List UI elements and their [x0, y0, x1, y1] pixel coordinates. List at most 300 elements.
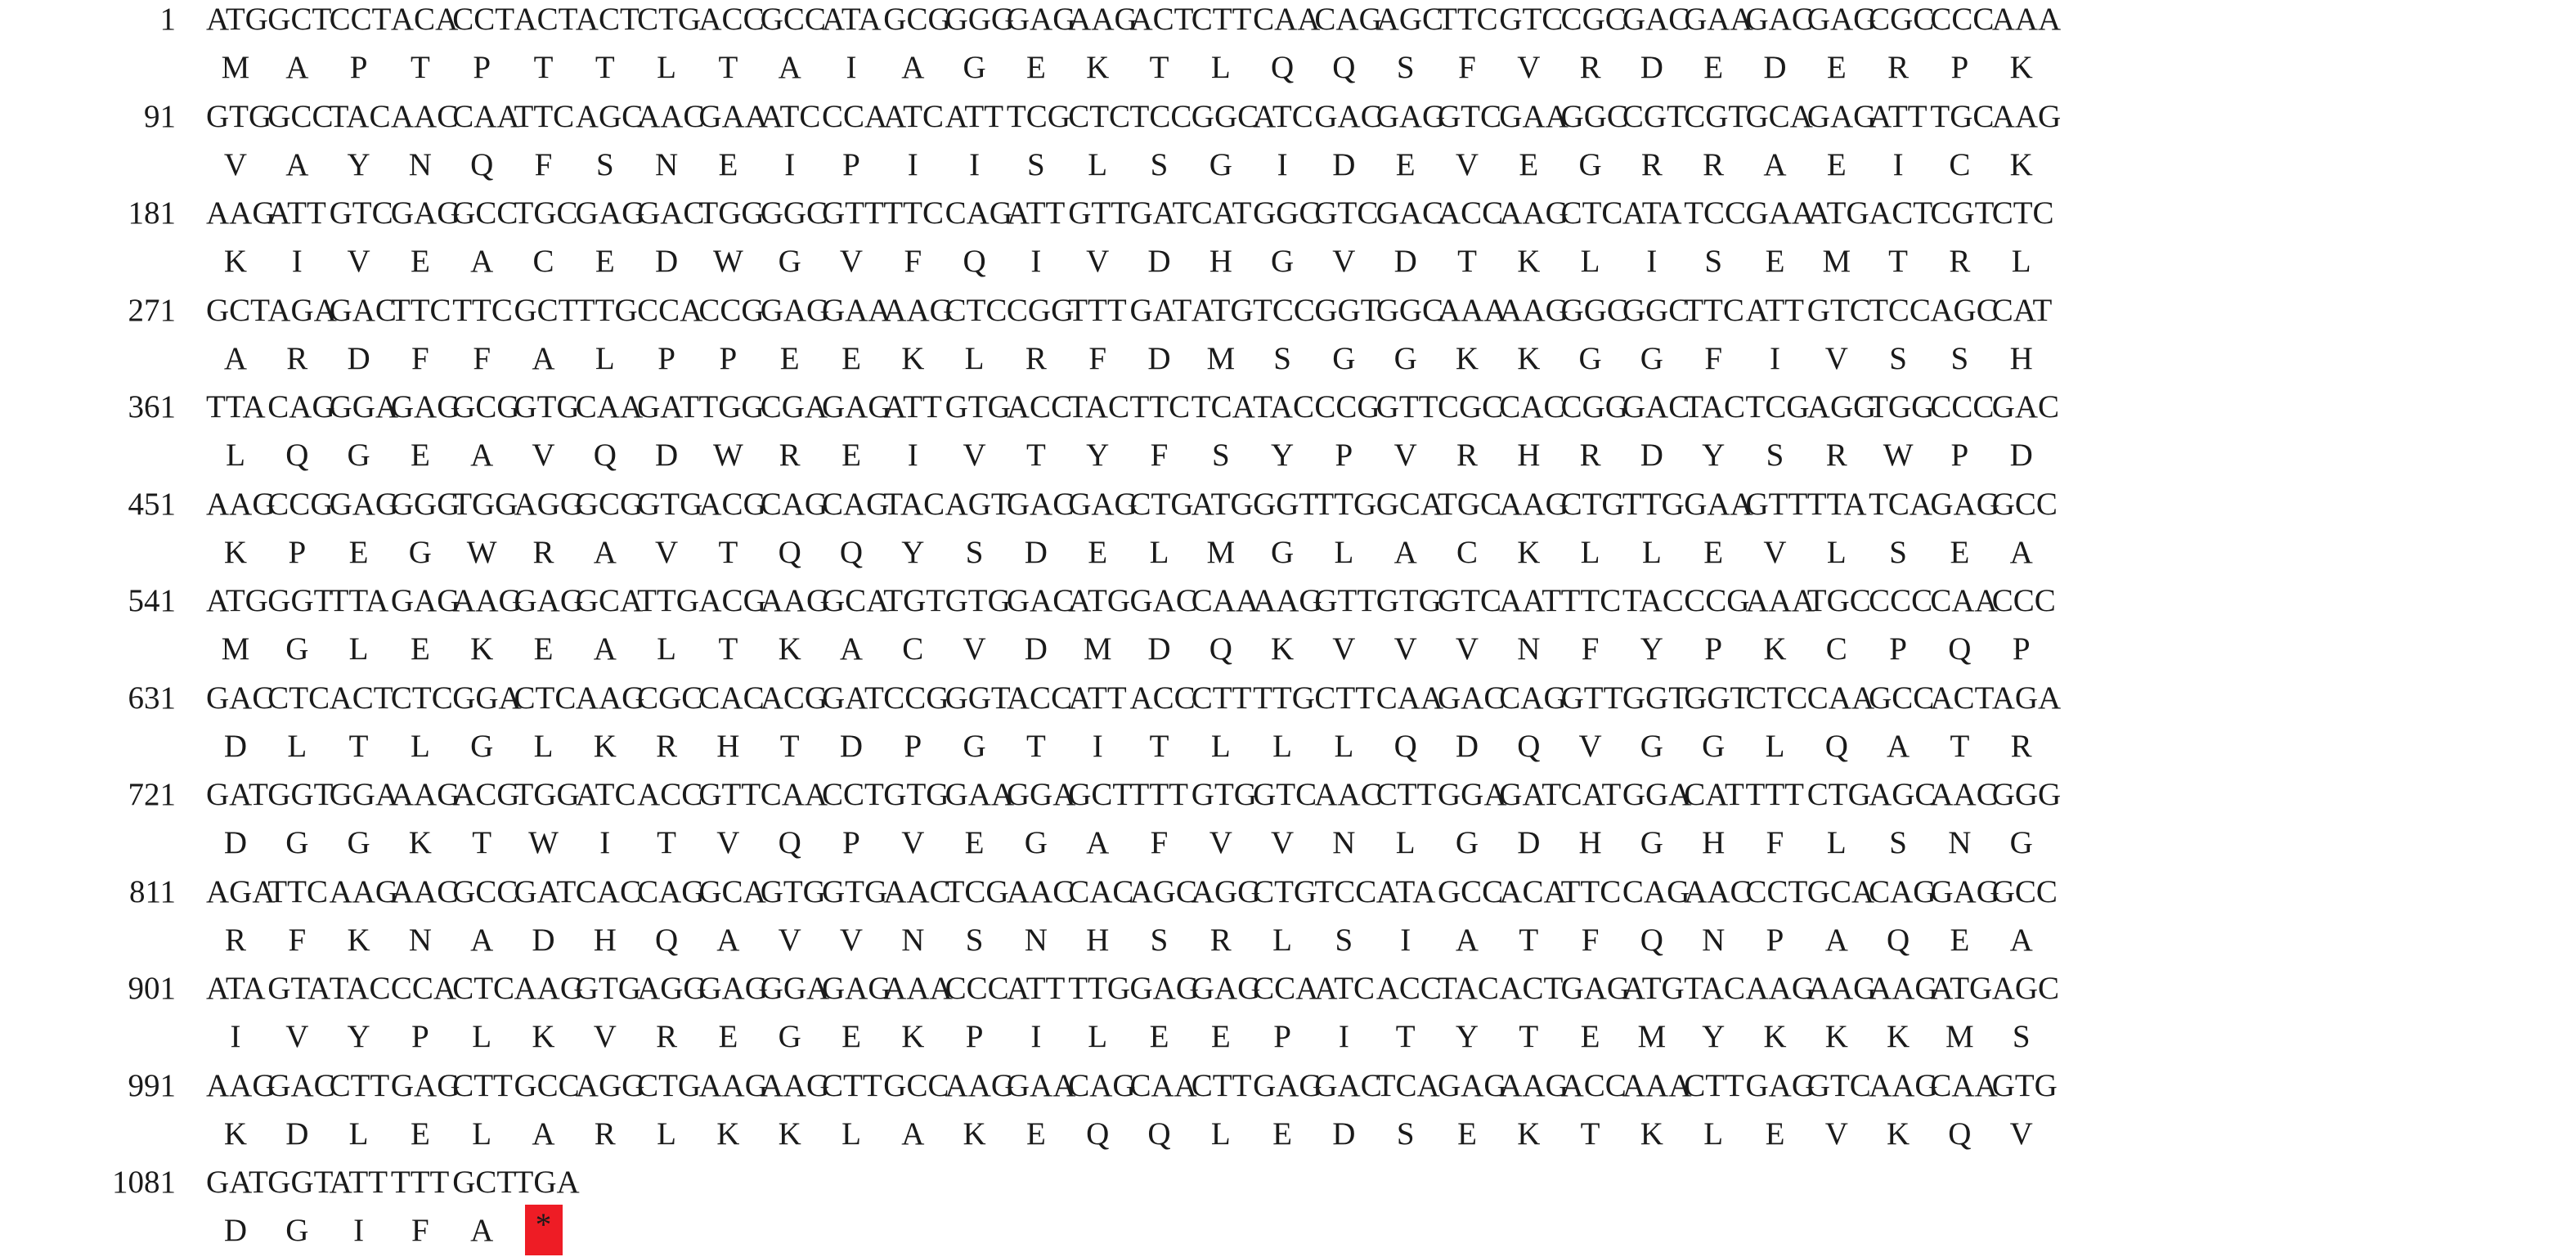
amino-acid: Q [963, 244, 986, 279]
amino-acid: E [1149, 1019, 1169, 1054]
amino-acid: T [595, 50, 615, 85]
amino-acid: T [1519, 922, 1539, 958]
amino-acid: V [655, 534, 679, 570]
codon: AGC [1991, 971, 2060, 1006]
amino-acid: T [533, 50, 554, 85]
codon: CAG [1068, 1067, 1136, 1103]
amino-acid: G [1578, 340, 1602, 376]
codon: CAG [267, 389, 335, 424]
amino-acid: L [1765, 728, 1785, 764]
codon: TCC [1314, 873, 1377, 909]
codon: GAT [514, 873, 577, 909]
amino-acid: A [470, 922, 494, 958]
codon: CTT [329, 1067, 390, 1103]
codon: GAG [1930, 486, 1999, 522]
amino-acid: H [1702, 825, 1726, 860]
amino-acid: E [1210, 1019, 1231, 1054]
codon: GCA [1376, 486, 1444, 522]
amino-acid: V [716, 825, 740, 860]
codon: TGT [883, 583, 946, 618]
amino-acid: I [846, 50, 857, 85]
codon: TTC [390, 292, 451, 328]
codon: CAC [575, 873, 641, 909]
amino-acid: E [1826, 50, 1847, 85]
amino-acid: A [1455, 922, 1479, 958]
codon: ATC [1314, 971, 1376, 1006]
codon: CCG [1314, 389, 1380, 424]
codon: GCC [1869, 680, 1935, 716]
amino-acid: K [347, 922, 370, 958]
codon: ACC [1560, 1067, 1627, 1103]
amino-acid: T [410, 50, 430, 85]
amino-acid: K [1763, 631, 1787, 667]
amino-acid: K [223, 534, 248, 570]
codon: ATT [1006, 195, 1066, 231]
amino-acid: A [532, 340, 555, 376]
amino-acid: M [1083, 631, 1112, 667]
amino-acid: A [1824, 922, 1848, 958]
amino-acid: F [411, 1213, 429, 1248]
amino-acid: D [655, 438, 679, 473]
codon: CTG [1806, 777, 1871, 812]
amino-acid: E [841, 438, 861, 473]
amino-acid: L [595, 340, 615, 376]
codon: AAA [1991, 2, 2062, 37]
amino-acid: N [1517, 631, 1541, 667]
codon: GAA [698, 98, 768, 134]
amino-acid: V [1086, 244, 1110, 279]
amino-acid: D [1517, 825, 1541, 860]
codon: GAG [1191, 971, 1261, 1006]
amino-acid: Y [901, 534, 925, 570]
codon: GAT [206, 1165, 268, 1200]
amino-acid: S [1396, 1116, 1415, 1152]
codon: TCC [1253, 292, 1315, 328]
amino-acid: E [964, 825, 985, 860]
codon: TTT [1745, 777, 1804, 812]
codon: GTT [822, 195, 884, 231]
amino-acid: K [532, 1019, 555, 1054]
amino-acid: G [1271, 534, 1295, 570]
amino-acid: D [1024, 534, 1048, 570]
codon: ATA [1622, 195, 1682, 231]
amino-acid: T [1519, 1019, 1539, 1054]
amino-acid: L [533, 728, 554, 764]
amino-acid: D [223, 1213, 248, 1248]
codon: CCC [1991, 583, 2056, 618]
codon: GCT [514, 292, 578, 328]
codon: GCA [575, 583, 644, 618]
amino-acid: Q [1271, 50, 1295, 85]
position-number: 1 [159, 2, 176, 37]
codon: GCT [206, 292, 270, 328]
codon: TTC [1684, 292, 1744, 328]
codon: GTC [1806, 292, 1871, 328]
amino-acid: E [779, 340, 800, 376]
amino-acid: Q [1332, 50, 1356, 85]
amino-acid: P [842, 146, 860, 182]
amino-acid: D [1147, 244, 1171, 279]
position-number: 91 [144, 98, 176, 134]
codon: TAC [329, 98, 391, 134]
amino-acid: N [655, 146, 679, 182]
codon: AAG [206, 1067, 276, 1103]
amino-acid: L [287, 728, 307, 764]
position-number: 181 [128, 195, 176, 231]
amino-acid: R [1825, 438, 1847, 473]
amino-acid: G [470, 728, 494, 764]
codon: GTG [760, 873, 826, 909]
codon: GAG [1560, 971, 1631, 1006]
codon: AGT [945, 486, 1011, 522]
codon: CTT [1684, 1067, 1744, 1103]
codon: TCG [945, 873, 1009, 909]
codon: GAG [1930, 873, 1999, 909]
codon: AAT [1499, 583, 1562, 618]
amino-acid: E [1519, 146, 1539, 182]
codon: AAG [1806, 971, 1877, 1006]
amino-acid: I [291, 244, 303, 279]
codon: AAG [1869, 971, 1938, 1006]
codon: AAA [1438, 292, 1507, 328]
codon: CTC [1991, 195, 2054, 231]
amino-acid: F [1150, 825, 1169, 860]
codon: AAG [1991, 98, 2062, 134]
amino-acid: I [1277, 146, 1288, 182]
codon: ACC [1129, 680, 1196, 716]
amino-acid: E [1950, 922, 1970, 958]
codon: GAG [514, 583, 583, 618]
amino-acid: L [657, 50, 676, 85]
codon: AGG [637, 971, 707, 1006]
codon: ATG [206, 583, 268, 618]
amino-acid: P [1950, 50, 1969, 85]
codon: TCG [1006, 98, 1070, 134]
amino-acid: Q [1393, 728, 1417, 764]
amino-acid: P [1889, 631, 1907, 667]
amino-acid: E [718, 146, 738, 182]
codon: CTT [452, 1067, 513, 1103]
position-number: 631 [128, 680, 176, 716]
codon: AAC [390, 873, 459, 909]
codon: GCC [760, 2, 826, 37]
codon: TGC [1806, 583, 1871, 618]
position-number: 271 [128, 292, 176, 328]
amino-acid: T [718, 631, 738, 667]
amino-acid: R [1579, 50, 1601, 85]
amino-acid: L [1149, 534, 1169, 570]
codon: CCA [637, 292, 703, 328]
codon: CAA [1129, 1067, 1197, 1103]
amino-acid: E [348, 534, 369, 570]
codon: GGT [1622, 680, 1689, 716]
codon: GTG [637, 486, 703, 522]
codon: CTC [452, 971, 515, 1006]
amino-acid: N [1948, 825, 1972, 860]
position-number: 721 [128, 777, 176, 812]
codon: TTC [452, 292, 513, 328]
amino-acid: F [1088, 340, 1107, 376]
codon: TTC [267, 873, 328, 909]
amino-acid: H [716, 728, 740, 764]
codon: GGA [329, 389, 399, 424]
amino-acid: D [1332, 146, 1356, 182]
codon: GAG [1438, 1067, 1507, 1103]
codon: CAA [452, 98, 520, 134]
amino-acid: G [1332, 340, 1356, 376]
amino-acid: T [1025, 438, 1046, 473]
nucleotide-line [206, 873, 2058, 915]
amino-acid: G [778, 244, 801, 279]
amino-acid: C [1825, 631, 1847, 667]
codon: GTG [514, 389, 580, 424]
amino-acid: K [1887, 1116, 1910, 1152]
amino-acid: Q [285, 438, 309, 473]
amino-acid: C [1949, 146, 1971, 182]
amino-acid: R [1703, 146, 1725, 182]
codon: AGA [206, 873, 276, 909]
codon: CCG [1684, 583, 1750, 618]
codon: CAT [1560, 777, 1622, 812]
codon: AAG [1499, 486, 1568, 522]
codon: CCC [1869, 583, 1933, 618]
codon: TGA [514, 1165, 580, 1200]
codon: CCA [1253, 971, 1319, 1006]
amino-acid: K [1517, 1116, 1541, 1152]
amino-acid: L [657, 1116, 676, 1152]
nucleotide-line [206, 583, 2056, 624]
codon: CAG [945, 195, 1012, 231]
amino-acid: K [1086, 50, 1110, 85]
amino-acid: D [1455, 728, 1479, 764]
amino-acid: P [1950, 438, 1969, 473]
amino-acid-line [206, 924, 2053, 963]
codon: GAC [1438, 680, 1506, 716]
amino-acid: P [288, 534, 307, 570]
amino-acid: D [1640, 438, 1663, 473]
amino-acid: V [1455, 146, 1479, 182]
amino-acid: G [1455, 825, 1479, 860]
codon: GCG [452, 389, 520, 424]
amino-acid: Y [347, 146, 370, 182]
codon: GTC [1806, 1067, 1871, 1103]
amino-acid: I [969, 146, 981, 182]
codon: CAT [1991, 292, 2053, 328]
amino-acid: Q [1824, 728, 1848, 764]
codon: CCT [452, 2, 515, 37]
codon: TTC [514, 98, 575, 134]
codon: CTC [1068, 98, 1131, 134]
codon: TTG [1314, 486, 1377, 522]
codon: GAG [698, 971, 768, 1006]
amino-acid: A [839, 631, 864, 667]
codon: GGC [1191, 98, 1259, 134]
amino-acid: K [963, 1116, 986, 1152]
codon: AGG [514, 486, 583, 522]
codon: AAG [452, 583, 522, 618]
amino-acid: M [1945, 1019, 1974, 1054]
amino-acid: K [1517, 244, 1541, 279]
codon: CCG [698, 292, 765, 328]
codon: TCC [1869, 292, 1931, 328]
codon: ACC [1438, 195, 1504, 231]
amino-acid: Q [593, 438, 617, 473]
amino-acid: E [841, 1019, 861, 1054]
amino-acid: G [1640, 728, 1663, 764]
nucleotide-line [206, 1067, 2058, 1109]
amino-acid: V [1824, 340, 1848, 376]
amino-acid: A [470, 1213, 494, 1248]
codon: ACC [698, 2, 765, 37]
amino-acid: V [1393, 438, 1417, 473]
amino-acid: V [839, 922, 864, 958]
codon: GCA [1745, 98, 1813, 134]
codon: AGC [1930, 292, 1998, 328]
amino-acid: E [410, 244, 430, 279]
codon: GTA [267, 971, 331, 1006]
amino-acid: V [1578, 728, 1602, 764]
amino-acid: E [841, 340, 861, 376]
codon: CGC [1438, 389, 1504, 424]
codon: TTC [1560, 873, 1622, 909]
codon: GAT [1129, 195, 1192, 231]
codon: AAG [206, 486, 276, 522]
codon: ACT [1129, 2, 1194, 37]
amino-acid: L [1580, 534, 1600, 570]
codon: TTT [1068, 292, 1127, 328]
amino-acid: F [411, 340, 429, 376]
amino-acid: T [718, 50, 738, 85]
codon: ACG [452, 777, 520, 812]
codon: GTC [1314, 195, 1379, 231]
amino-acid: I [230, 1019, 241, 1054]
amino-acid: P [473, 50, 491, 85]
amino-acid: A [1763, 146, 1787, 182]
amino-acid: I [1770, 340, 1780, 376]
amino-acid: Q [778, 534, 801, 570]
amino-acid: S [2012, 1019, 2031, 1054]
amino-acid: V [1517, 50, 1541, 85]
amino-acid: P [657, 340, 675, 376]
codon: GGC [1560, 98, 1628, 134]
amino-acid: A [470, 244, 494, 279]
amino-acid: N [1332, 825, 1356, 860]
codon: TAC [883, 486, 945, 522]
codon: GCA [822, 583, 890, 618]
codon: GCC [1438, 873, 1504, 909]
amino-acid: K [1455, 340, 1479, 376]
codon: ATT [1006, 971, 1066, 1006]
codon: ACA [390, 2, 459, 37]
codon: TGG [452, 486, 518, 522]
amino-acid: V [1763, 534, 1787, 570]
amino-acid: V [963, 438, 986, 473]
amino-acid: A [532, 1116, 555, 1152]
codon: ATG [206, 2, 268, 37]
amino-acid: E [1457, 1116, 1477, 1152]
codon: CGC [1869, 2, 1935, 37]
codon: TTA [329, 583, 389, 618]
codon: CGC [637, 680, 703, 716]
codon: AGG [575, 1067, 645, 1103]
amino-acid: G [1640, 825, 1663, 860]
amino-acid: M [1206, 340, 1236, 376]
codon: TTT [390, 1165, 450, 1200]
amino-acid: G [1640, 340, 1663, 376]
codon: CTG [1560, 486, 1625, 522]
codon: GTG [1191, 777, 1257, 812]
codon: ATT [945, 98, 1004, 134]
amino-acid: K [223, 244, 248, 279]
amino-acid: R [1579, 438, 1601, 473]
codon: CCC [945, 971, 1009, 1006]
codon: AAC [637, 98, 705, 134]
amino-acid-line [206, 1118, 2053, 1157]
amino-acid: H [593, 922, 617, 958]
amino-acid: I [784, 146, 796, 182]
codon: CCA [822, 98, 888, 134]
nucleotide-line [206, 98, 2062, 140]
codon: AAG [1499, 1067, 1568, 1103]
codon: CTT [1191, 680, 1252, 716]
amino-acid: S [1766, 438, 1784, 473]
codon: ATT [1869, 98, 1928, 134]
amino-acid: V [532, 438, 555, 473]
amino-acid: T [1580, 1116, 1600, 1152]
codon: GTG [883, 777, 949, 812]
codon: TCC [1684, 195, 1747, 231]
codon: GAA [1745, 195, 1815, 231]
codon: CAG [1869, 873, 1936, 909]
codon: TCG [1745, 389, 1810, 424]
codon: CTT [822, 1067, 882, 1103]
amino-acid: L [226, 438, 245, 473]
amino-acid-line [206, 146, 2053, 188]
amino-acid: L [410, 728, 430, 764]
amino-acid: D [532, 922, 555, 958]
codon: ATG [1622, 971, 1685, 1006]
amino-acid: S [1211, 438, 1230, 473]
amino-acid: T [1395, 1019, 1416, 1054]
codon: GAG [1253, 1067, 1322, 1103]
amino-acid: L [1210, 50, 1231, 85]
codon: TTG [1253, 680, 1315, 716]
amino-acid: T [718, 534, 738, 570]
amino-acid: V [223, 146, 248, 182]
codon: CTC [390, 680, 453, 716]
amino-acid: A [285, 50, 309, 85]
amino-acid: W [466, 534, 497, 570]
amino-acid: E [533, 631, 554, 667]
amino-acid: E [1765, 1116, 1785, 1152]
amino-acid: L [1703, 1116, 1724, 1152]
amino-acid: K [470, 631, 494, 667]
position-number: 811 [128, 873, 176, 909]
codon: CAA [760, 777, 828, 812]
amino-acid: L [1088, 146, 1108, 182]
amino-acid: D [1024, 631, 1048, 667]
codon: ATA [206, 971, 266, 1006]
codon: GAC [637, 195, 705, 231]
amino-acid: R [779, 438, 801, 473]
codon: GGT [1684, 680, 1750, 716]
codon: GAT [1499, 777, 1562, 812]
amino-acid: G [963, 728, 986, 764]
amino-acid: P [411, 1019, 429, 1054]
amino-acid: E [1395, 146, 1416, 182]
codon: CAA [1930, 1067, 1998, 1103]
codon: ATT [329, 1165, 388, 1200]
